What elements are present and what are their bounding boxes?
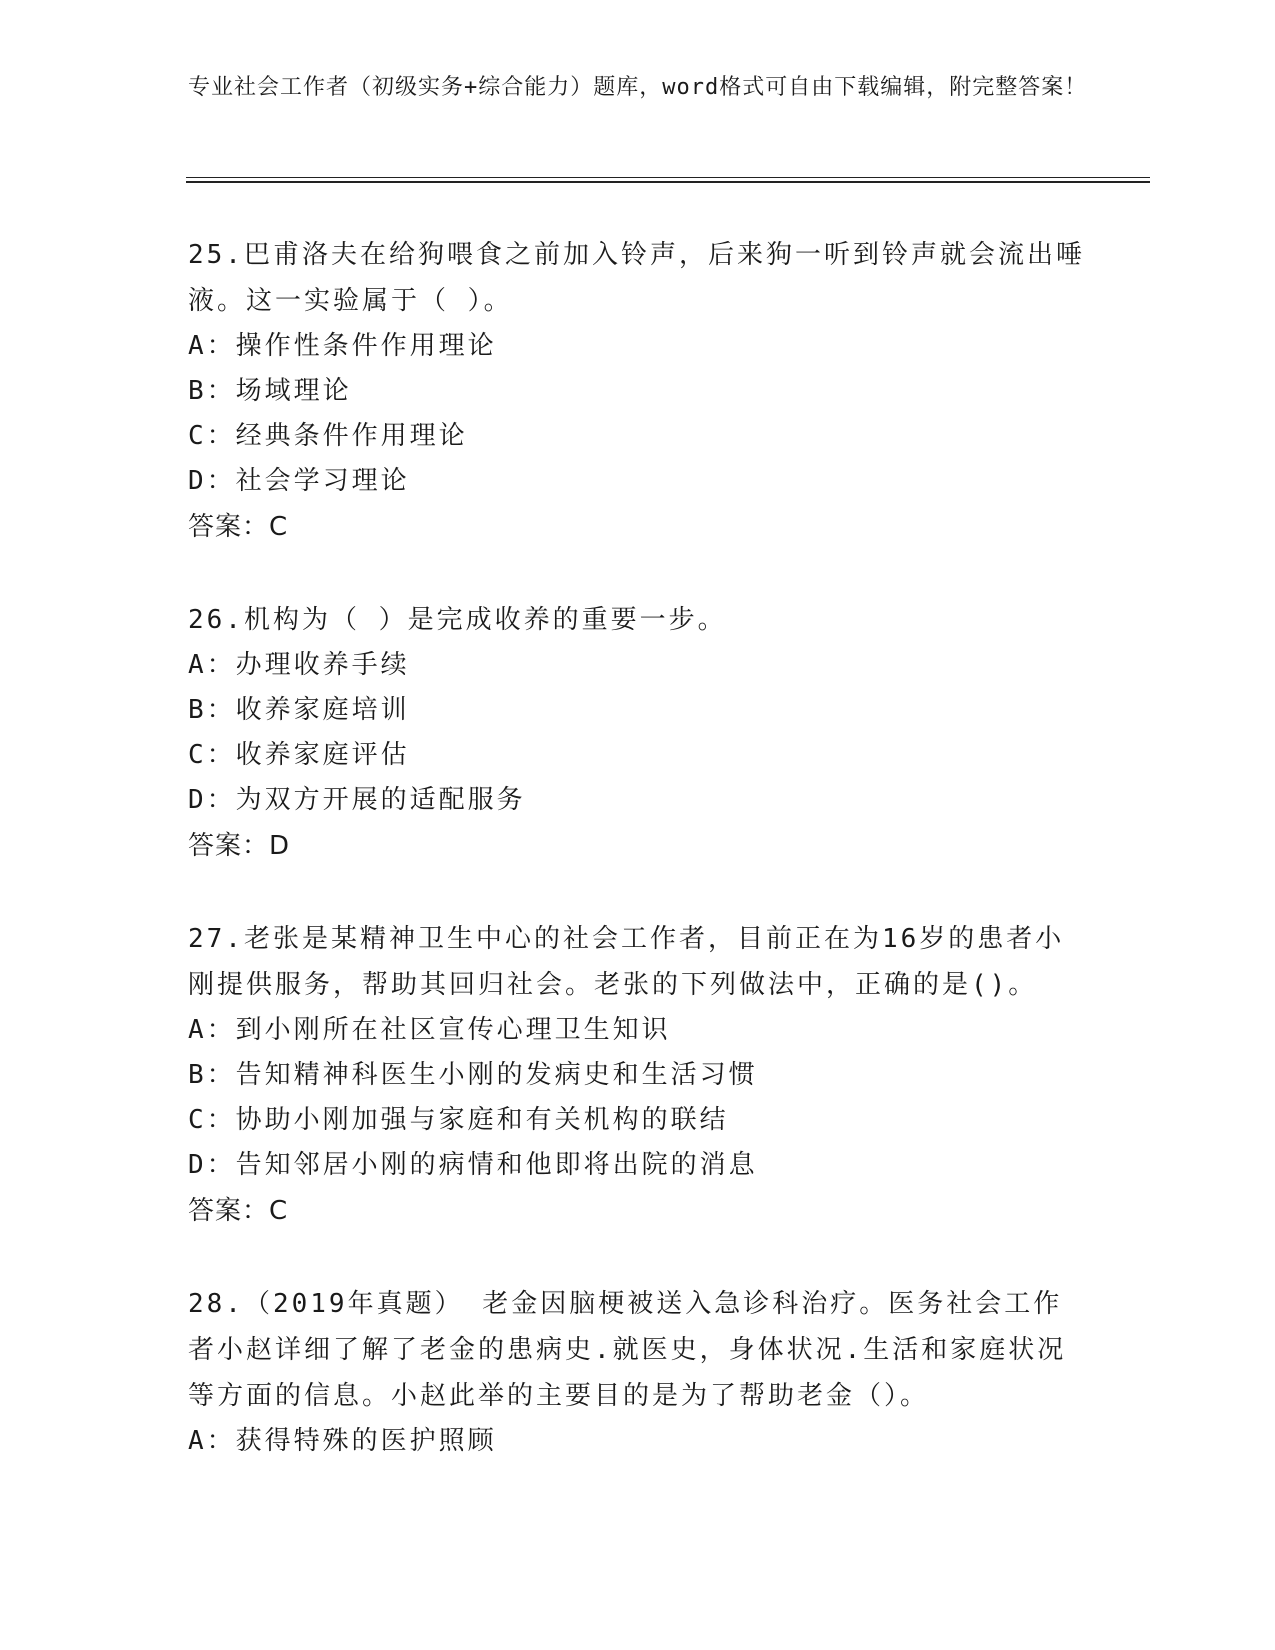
option-d: D：告知邻居小刚的病情和他即将出院的消息	[188, 1150, 758, 1180]
option-a: A：操作性条件作用理论	[188, 331, 497, 361]
option-b: B：告知精神科医生小刚的发病史和生活习惯	[188, 1060, 758, 1090]
option-a: A：办理收养手续	[188, 650, 410, 680]
question-26	[188, 597, 1088, 869]
divider-line-top	[186, 177, 1150, 178]
option-b: B：场域理论	[188, 376, 352, 406]
question-list	[188, 232, 1088, 1511]
question-stem: 28.（2019年真题） 老金因脑梗被送入急诊科治疗。医务社会工作者小赵详细了解了老金的患病史.就医史，身体状况.生活和家庭状况等方面的信息。小赵此举的主要目的是为了帮助老金（）。	[188, 1289, 1067, 1411]
question-25	[188, 232, 1088, 550]
question-27	[188, 916, 1088, 1234]
option-c: C：经典条件作用理论	[188, 421, 468, 451]
question-stem: 25.巴甫洛夫在给狗喂食之前加入铃声，后来狗一听到铃声就会流出唾液。这一实验属于（ ）。	[188, 240, 1085, 316]
option-a: A：获得特殊的医护照顾	[188, 1426, 497, 1456]
document-header: 专业社会工作者（初级实务+综合能力）题库，word格式可自由下载编辑，附完整答案！	[188, 75, 1088, 100]
answer-line: 答案：D	[188, 831, 291, 861]
question-stem: 26.机构为（ ）是完成收养的重要一步。	[188, 605, 727, 635]
option-b: B：收养家庭培训	[188, 695, 410, 725]
option-d: D：社会学习理论	[188, 466, 410, 496]
question-28	[188, 1281, 1088, 1464]
answer-line: 答案：C	[188, 1196, 289, 1226]
header-divider	[186, 177, 1150, 183]
option-c: C：协助小刚加强与家庭和有关机构的联结	[188, 1105, 729, 1135]
question-stem: 27.老张是某精神卫生中心的社会工作者，目前正在为16岁的患者小刚提供服务，帮助其回归社会。老张的下列做法中，正确的是()。	[188, 924, 1065, 1000]
option-c: C：收养家庭评估	[188, 740, 410, 770]
divider-line-bottom	[186, 181, 1150, 183]
answer-line: 答案：C	[188, 512, 289, 542]
option-d: D：为双方开展的适配服务	[188, 785, 526, 815]
option-a: A：到小刚所在社区宣传心理卫生知识	[188, 1015, 671, 1045]
